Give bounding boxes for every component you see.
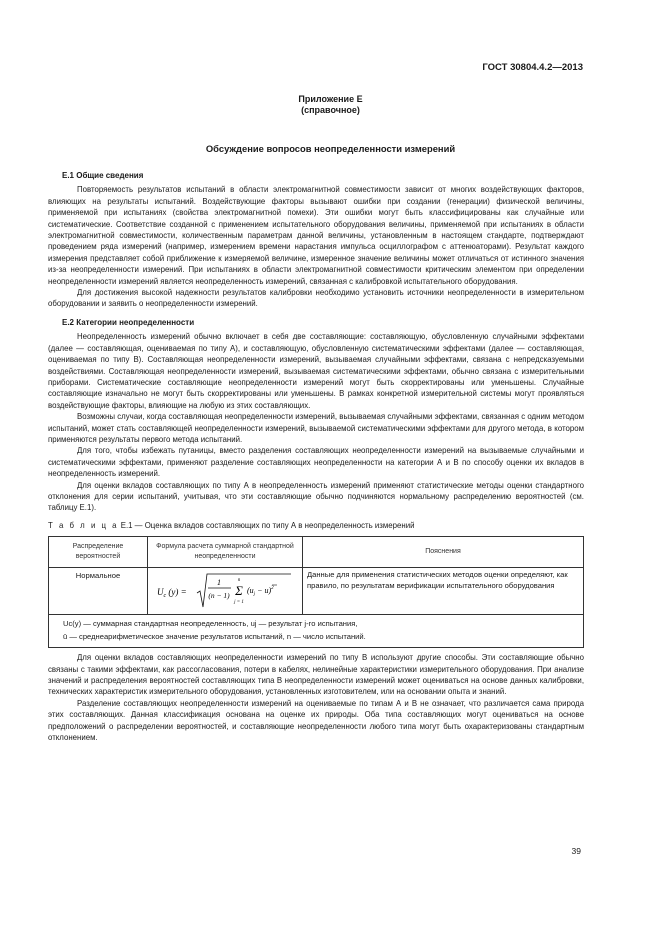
paragraph: Для того, чтобы избежать путаницы, вместо разделения составляющих неопределенности измерений на вызываемые случайными и систематическими эффектами, применяют разделение составляющих неопределенности на категории А и В по способу оценки их вкладов в неопределенность измерений. [48,446,584,479]
table-note: ū — среднеарифметическое значение результатов испытаний, n — число испытаний. [63,632,366,642]
formula-term: $(u_j - u)^2$ [247,586,274,598]
annex-heading [0,94,661,116]
formula-lhs: $U_c$ (y) = [157,587,187,600]
table-notes [49,615,584,648]
column-header-explanation: Пояснения [303,537,584,568]
sum-lower-limit: j = 1 [234,600,244,606]
table-header-row [49,537,584,568]
table-caption [48,520,584,531]
document-header: ГОСТ 30804.4.2—2013 [482,62,583,73]
cell-formula [148,568,303,615]
paragraph: Для оценки вкладов составляющих по типу А в неопределенность измерений применяют статистические методы оценки стандартного отклонения для серии испытаний, учитывая, что эти составляющие обычно подчиняются нормальному распределению вероятностей (см. таблицу Е.1). [48,480,584,513]
formula-graphic [155,571,295,611]
formula-denominator: (n − 1) [208,591,230,601]
page-title: Обсуждение вопросов неопределенности измерений [205,143,456,154]
paragraph: Для достижения высокой надежности результатов калибровки необходимо установить источники неопределенности в измерительном оборудовании и заявить о неопределенности измерений. [48,288,584,309]
paragraph: Разделение составляющих неопределенности измерений на оцениваемые по типам А и В не означает, что различается сама природа этих составляющих. Данная классификация основана на оценке их природы. Оба типа составляющих могут оцениваться на основе предположений о распределении вероятностей, и составляющие неопределенности любого типа могут быть охарактеризованы стандартным отклонением. [48,698,584,743]
uncertainty-formula [152,571,298,611]
section-heading-e2: Е.2 Категории неопределенности [62,317,195,327]
paragraph: Повторяемость результатов испытаний в области электромагнитной совместимости зависит от многих воздействующих факторов, влияющих на результаты испытаний. Воздействующие факторы вызывают ошибки при создании (генерации) физической величины, применяемой при испытаниях (свойства электромагнитной помехи). Эти ошибки могут быть классифицированы как случайные или систематические. Соответствие созданной с применением испытательного оборудования величины, применяемой при испытаниях в области электромагнитной совместимости, количественным параметрам данной величины, установленным в настоящем стандарте, подтверждают проведением ряда измерений (например, измерением времени нарастания импульса осциллографом с аттенюаторами). Результат каждого измерения представляет собой приближение к измеряемой величине, измеренное значение величины может отличаться от истинного значения из-за неопределенности измерений. При испытаниях в области электромагнитной совместимости критическим элементом при определении неопределенности измерений является неопределенность измерений, связанная с калибровкой испытательного оборудования. [48,185,584,286]
document-body [48,170,584,743]
uncertainty-table [48,536,584,648]
sum-sign: Σ [235,583,243,599]
column-header-formula: Формула расчета суммарной стандартной неопределенности [148,537,303,568]
formula-numerator: 1 [217,578,221,588]
cell-distribution: Нормальное [49,568,148,615]
table-caption-text: Е.1 — Оценка вкладов составляющих по типу А в неопределенность измерений [120,520,415,530]
column-header-distribution: Распределение вероятностей [49,537,148,568]
table-caption-lead: Т а б л и ц а [48,520,119,530]
page-number: 39 [571,846,581,856]
table-notes-row [49,615,584,648]
table-note: Uc(y) — суммарная стандартная неопределенность, uj — результат j-го испытания, [63,619,358,629]
annex-title: Приложение Е [298,94,363,104]
table-row [49,568,584,615]
sum-upper-limit: n [237,578,241,584]
paragraph: Возможны случаи, когда составляющая неопределенности измерений, вызываемая случайными эффектами, связанная с одним методом испытаний, может стать составляющей неопределенности измерений, вызываемой систематическими эффектами для другого метода, в котором применяются результаты первого метода испытаний. [48,412,584,444]
annex-subtitle: (справочное) [301,105,360,115]
paragraph: Неопределенность измерений обычно включает в себя две составляющие: составляющую, обусловленную случайными эффектами (далее — составляющая, оцениваемая по типу А), и составляющую, обусловленную систематическими эффектами (далее — составляющая, оцениваемая по типу В). Составляющая неопределенности измерений, вызываемая случайными эффектами, связана с непредсказуемыми воздействиями. Составляющая неопределенности измерений, вызываемая систематическими эффектами, обычно связана с измерительными приборами. Систематические составляющие неопределенности измерений могут быть скорректированы или уменьшены. Случайные составляющие изначально не могут быть скорректированы или уменьшены. В рамках конкретной измерительной системы могут проявляться воздействующие факторы, влияющие на любую из этих составляющих. [48,332,584,410]
paragraph: Для оценки вкладов составляющих неопределенности измерений по типу В используют другие способы. Эти составляющие обычно связаны с такими эффектами, как рассогласования, потери в кабелях, нелинейные характеристики измерительного оборудования. При анализе значений и распределения вероятностей составляющих типа В неопределенности измерений может оцениваться на основе данных калибровки, технических характеристик измерительного оборудования, установленных изготовителем, или на основании опыта и знаний. [48,653,584,697]
cell-explanation: Данные для применения статистических методов оценки определяют, как правило, по результатам верификации испытательного оборудования [303,568,584,615]
section-heading-e1: Е.1 Общие сведения [62,171,144,180]
